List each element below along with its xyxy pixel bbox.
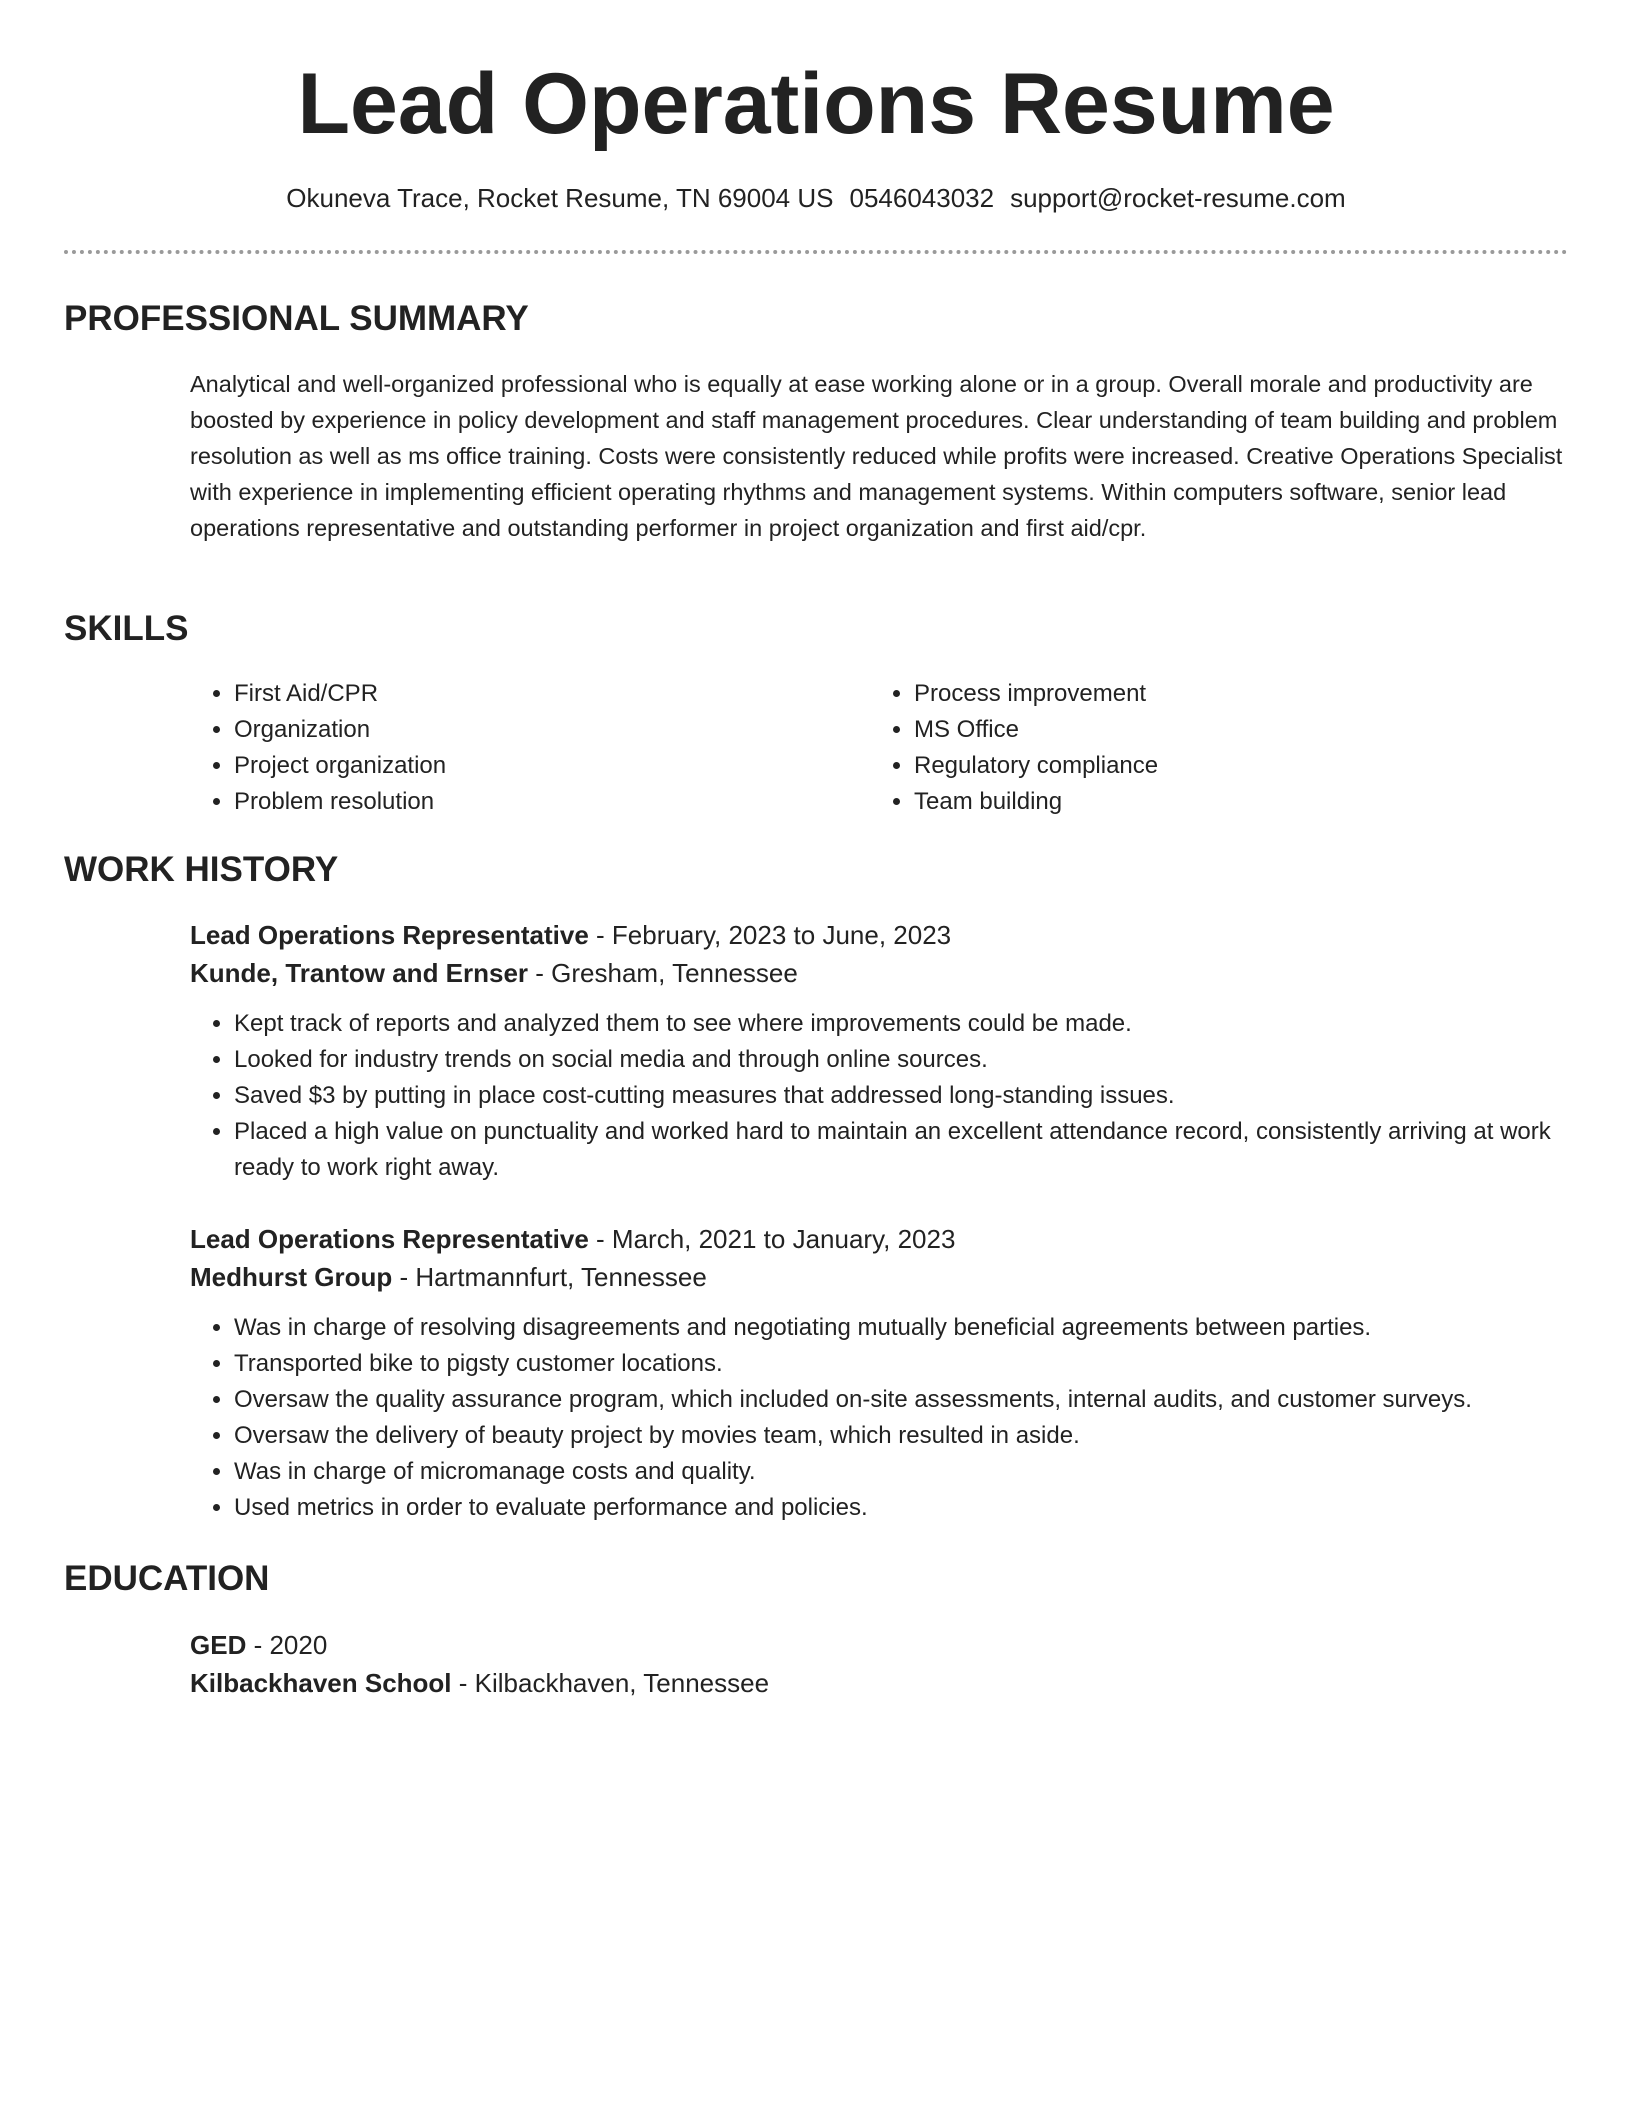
header-divider [64, 250, 1568, 254]
summary-text: Analytical and well-organized professional who is equally at ease working alone or in a group. Overall morale and productivity are boosted by experience in policy development and staff management procedures. Clear understanding of team building and problem resolution as well as ms office training. Costs were consistently reduced while profits were increased. Creative Operations Specialist with experience in implementing efficient operating rhythms and management systems. Within computers software, senior lead operations representative and outstanding performer in project organization and first aid/cpr. [190, 371, 1563, 541]
skills-column-left [190, 676, 870, 820]
skill-item: • MS Office [914, 712, 1550, 748]
job-company-line [190, 954, 1570, 992]
job-dates: - March, 2021 to January, 2023 [588, 1224, 956, 1254]
job-bullets [190, 1310, 1570, 1526]
section-title-summary: PROFESSIONAL SUMMARY [64, 299, 529, 338]
job-bullet: • Was in charge of resolving disagreements and negotiating mutually beneficial agreements between parties. [234, 1310, 1570, 1346]
job-bullet: • Was in charge of micromanage costs and quality. [234, 1454, 1570, 1490]
skill-item: • Organization [234, 712, 870, 748]
job-bullet: • Placed a high value on punctuality and worked hard to maintain an excellent attendance record, consistently arriving at work ready to work right away. [234, 1114, 1570, 1186]
skill-item: • Regulatory compliance [914, 748, 1550, 784]
job-location: - Gresham, Tennessee [528, 958, 798, 988]
skill-item: • Problem resolution [234, 784, 870, 820]
job-title: Lead Operations Representative [190, 1224, 589, 1254]
job-bullet: • Saved $3 by putting in place cost-cutting measures that addressed long-standing issues. [234, 1078, 1570, 1114]
contact-address: Okuneva Trace, Rocket Resume, TN 69004 US [286, 183, 834, 213]
job-title: Lead Operations Representative [190, 920, 589, 950]
job-bullet: • Looked for industry trends on social media and through online sources. [234, 1042, 1570, 1078]
education-year: - 2020 [246, 1630, 328, 1660]
education-school-line [190, 1664, 1570, 1702]
skill-item: • Process improvement [914, 676, 1550, 712]
job-bullets [190, 1006, 1570, 1186]
job-bullet: • Kept track of reports and analyzed them to see where improvements could be made. [234, 1006, 1570, 1042]
skill-item: • First Aid/CPR [234, 676, 870, 712]
contact-email: support@rocket-resume.com [1010, 183, 1346, 213]
education-degree: GED [190, 1630, 247, 1660]
resume-title: Lead Operations Resume [297, 56, 1335, 152]
job-entry [190, 1220, 1570, 1526]
job-dates: - February, 2023 to June, 2023 [588, 920, 952, 950]
education-school: Kilbackhaven School [190, 1668, 452, 1698]
contact-line [0, 180, 1632, 216]
job-bullet: • Oversaw the quality assurance program, which included on-site assessments, internal audits, and customer surveys. [234, 1382, 1570, 1418]
skill-item: • Team building [914, 784, 1550, 820]
education-location: - Kilbackhaven, Tennessee [451, 1668, 770, 1698]
job-bullet: • Oversaw the delivery of beauty project by movies team, which resulted in aside. [234, 1418, 1570, 1454]
job-bullet: • Transported bike to pigsty customer locations. [234, 1346, 1570, 1382]
contact-phone: 0546043032 [849, 183, 995, 213]
section-title-work: WORK HISTORY [64, 850, 339, 889]
skills-column-right [870, 676, 1550, 820]
education-degree-line [190, 1626, 1570, 1664]
job-company: Kunde, Trantow and Ernser [190, 958, 529, 988]
job-title-line [190, 1220, 1570, 1258]
education-entry [190, 1626, 1570, 1702]
section-title-skills: SKILLS [64, 609, 189, 648]
skills-list [190, 676, 1570, 820]
job-company-line [190, 1258, 1570, 1296]
job-location: - Hartmannfurt, Tennessee [392, 1262, 707, 1292]
section-title-education: EDUCATION [64, 1559, 270, 1598]
job-entry [190, 916, 1570, 1186]
job-company: Medhurst Group [190, 1262, 393, 1292]
job-title-line [190, 916, 1570, 954]
skill-item: • Project organization [234, 748, 870, 784]
job-bullet: • Used metrics in order to evaluate performance and policies. [234, 1490, 1570, 1526]
